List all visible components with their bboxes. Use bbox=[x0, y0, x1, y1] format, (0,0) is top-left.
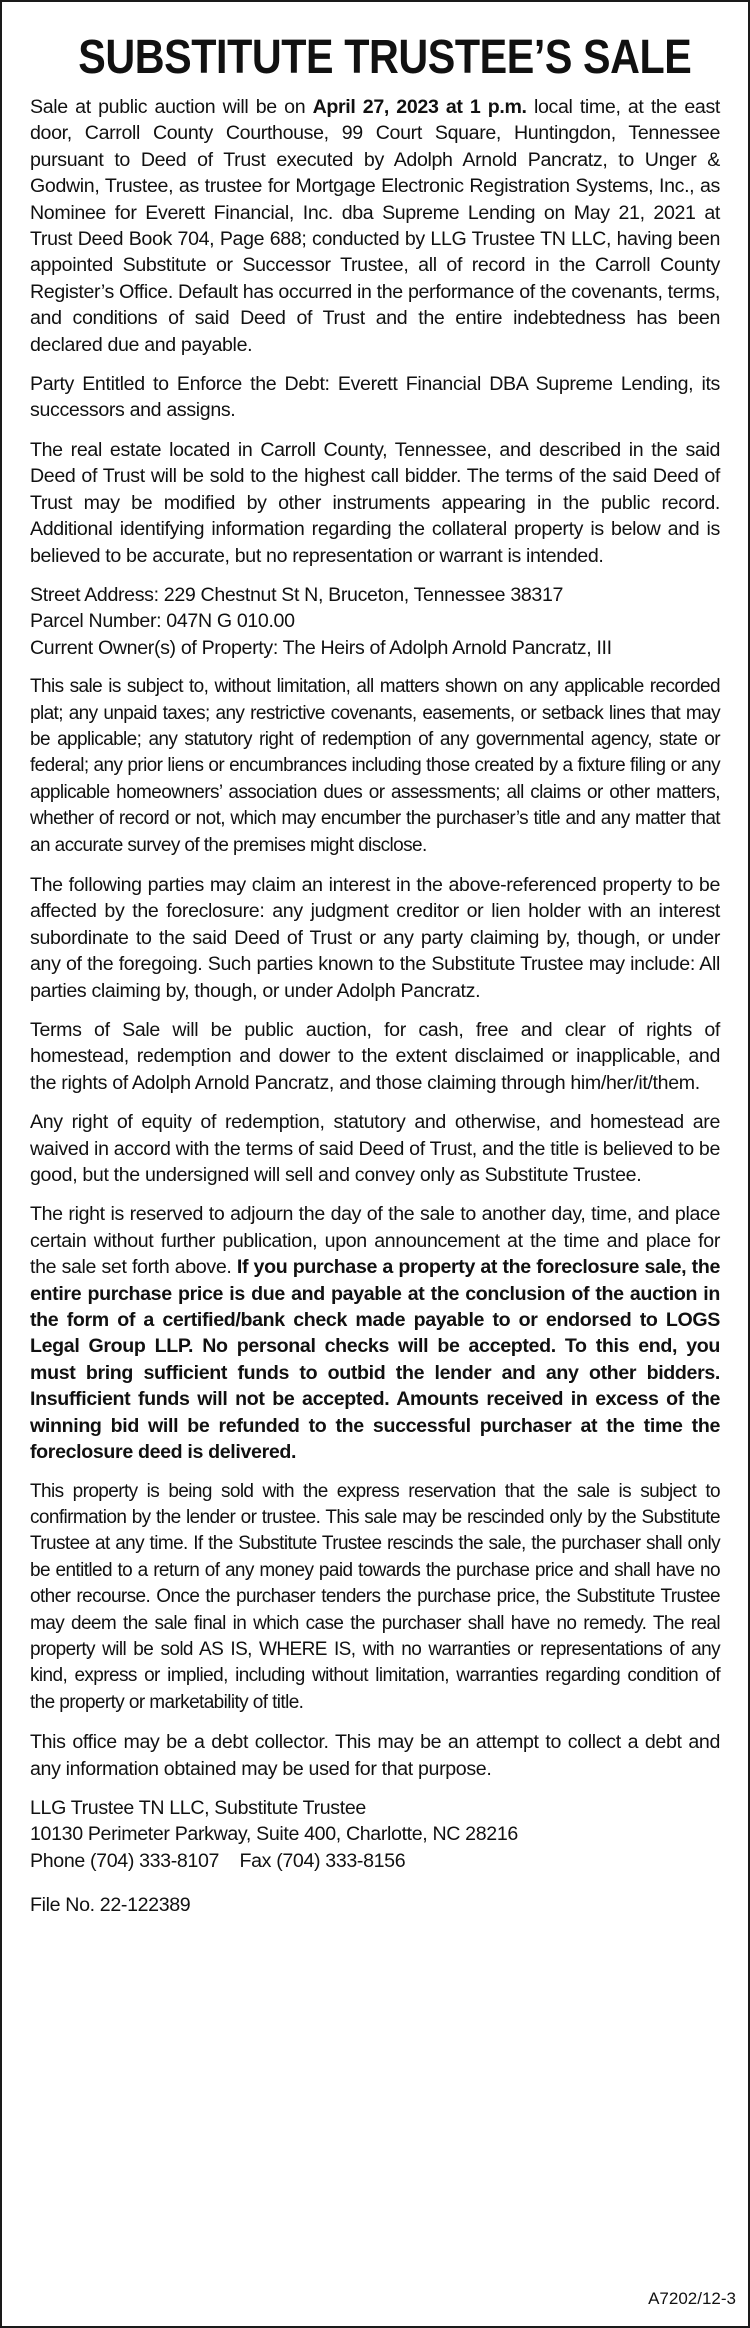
current-owner: Current Owner(s) of Property: The Heirs of Adolph Arnold Pancratz, III bbox=[30, 636, 612, 659]
equity-redemption-paragraph: Any right of equity of redemption, statutory and otherwise, and homestead are waived in accord with the terms of said Deed of Trust, and the title is believed to be good, but the undersigned will sell and convey only as Substitute Trustee. bbox=[30, 1111, 720, 1187]
ad-code: A7202/12-3 bbox=[648, 2288, 736, 2308]
trustee-address: 10130 Perimeter Parkway, Suite 400, Charlotte, NC 28216 bbox=[30, 1823, 518, 1846]
trustee-signature bbox=[30, 1795, 720, 1874]
file-number: File No. 22-122389 bbox=[30, 1894, 191, 1917]
debt-collector-paragraph: This office may be a debt collector. This may be an attempt to collect a debt and any information obtained may be used for that purpose. bbox=[30, 1731, 720, 1780]
sale-details-text: local time, at the east door, Carroll County Courthouse, 99 Court Square, Huntingdon, Tennessee pursuant to Deed of Trust executed by Adolph Arnold Pancratz, to Unger & Godwin, Trustee, as trustee for Mortgage Electronic Registration Systems, Inc., as Nominee for Everett Financial, Inc. dba Supreme Lending on May 21, 2021 at Trust Deed Book 704, Page 688; conducted by LLG Trustee TN LLC, having been appointed Substitute or Successor Trustee, all of record in the Carroll County Register’s Office. Default has occurred in the performance of the covenants, terms, and conditions of said Deed of Trust and the entire indebtedness has been declared due and payable. bbox=[30, 96, 720, 356]
subject-to-paragraph: This sale is subject to, without limitation, all matters shown on any applicable recorded plat; any unpaid taxes; any restrictive covenants, easements, or setback lines that may be applicable; any statutory right of redemption of any governmental agency, state or federal; any prior liens or encumbrances including those created by a fixture filing or any applicable homeowners’ association dues or assessments; all claims or other matters, whether of record or not, which may encumber the purchaser’s title and any matter that an accurate survey of the premises might disclose. bbox=[30, 676, 720, 856]
confirmation-paragraph: This property is being sold with the express reservation that the sale is subject to confirmation by the lender or trustee. This sale may be rescinded only by the Substitute Trustee at any time. If the Substitute Trustee rescinds the sale, the purchaser shall only be entitled to a return of any money paid towards the purchase price and shall have no other recourse. Once the purchaser tenders the purchase price, the Substitute Trustee may deem the sale final in which case the purchaser shall have no remedy. The real property will be sold AS IS, WHERE IS, with no warranties or representations of any kind, express or implied, including without limitation, warranties regarding condition of the property or marketability of title. bbox=[30, 1480, 720, 1713]
interested-parties-paragraph: The following parties may claim an interest in the above-referenced property to be affected by the foreclosure: any judgment creditor or lien holder with an interest subordinate to the said Deed of Trust or any party claiming by, though, or under any of the foregoing. Such parties known to the Substitute Trustee may include: All parties claiming by, though, or under Adolph Pancratz. bbox=[30, 873, 720, 1002]
adjournment-paragraph bbox=[30, 1201, 720, 1465]
terms-of-sale-paragraph: Terms of Sale will be public auction, for cash, free and clear of rights of homestead, redemption and dower to the extent disclaimed or inapplicable, and the rights of Adolph Arnold Pancratz, and those claiming through him/her/it/them. bbox=[30, 1019, 720, 1094]
notice-title: SUBSTITUTE TRUSTEE’S SALE bbox=[78, 31, 692, 84]
adjournment-text: The right is reserved to adjourn the day of the sale to another day, time, and place certain without further publication, upon announcement at the time and place for the sale set forth above. bbox=[30, 1203, 720, 1279]
trustee-name: LLG Trustee TN LLC, Substitute Trustee bbox=[30, 1796, 366, 1819]
sale-intro-text: Sale at public auction will be on bbox=[30, 96, 313, 118]
sale-date: April 27, 2023 at 1 p.m. bbox=[312, 96, 527, 118]
property-info bbox=[30, 582, 720, 661]
trustee-phone: Phone (704) 333-8107 bbox=[30, 1849, 220, 1872]
trustee-fax: Fax (704) 333-8156 bbox=[239, 1849, 406, 1872]
sale-details-paragraph bbox=[30, 94, 720, 358]
payment-requirements-text: If you purchase a property at the foreclosure sale, the entire purchase price is due and payable at the conclusion of the auction in the form of a certified/bank check made payable to or endorsed to LOGS Legal Group LLP. No personal checks will be accepted. To this end, you must bring sufficient funds to outbid the lender and any other bidders. Insufficient funds will not be accepted. Amounts received in excess of the winning bid will be refunded to the successful purchaser at the time the foreclosure deed is delivered. bbox=[30, 1256, 720, 1464]
parcel-number: Parcel Number: 047N G 010.00 bbox=[30, 610, 295, 633]
street-address: Street Address: 229 Chestnut St N, Bruceton, Tennessee 38317 bbox=[30, 583, 564, 606]
party-entitled-paragraph: Party Entitled to Enforce the Debt: Everett Financial DBA Supreme Lending, its successors and assigns. bbox=[30, 373, 720, 422]
real-estate-paragraph: The real estate located in Carroll County, Tennessee, and described in the said Deed of Trust will be sold to the highest call bidder. The terms of the said Deed of Trust may be modified by other instruments appearing in the public record. Additional identifying information regarding the collateral property is below and is believed to be accurate, but no representation or warrant is intended. bbox=[30, 438, 720, 567]
